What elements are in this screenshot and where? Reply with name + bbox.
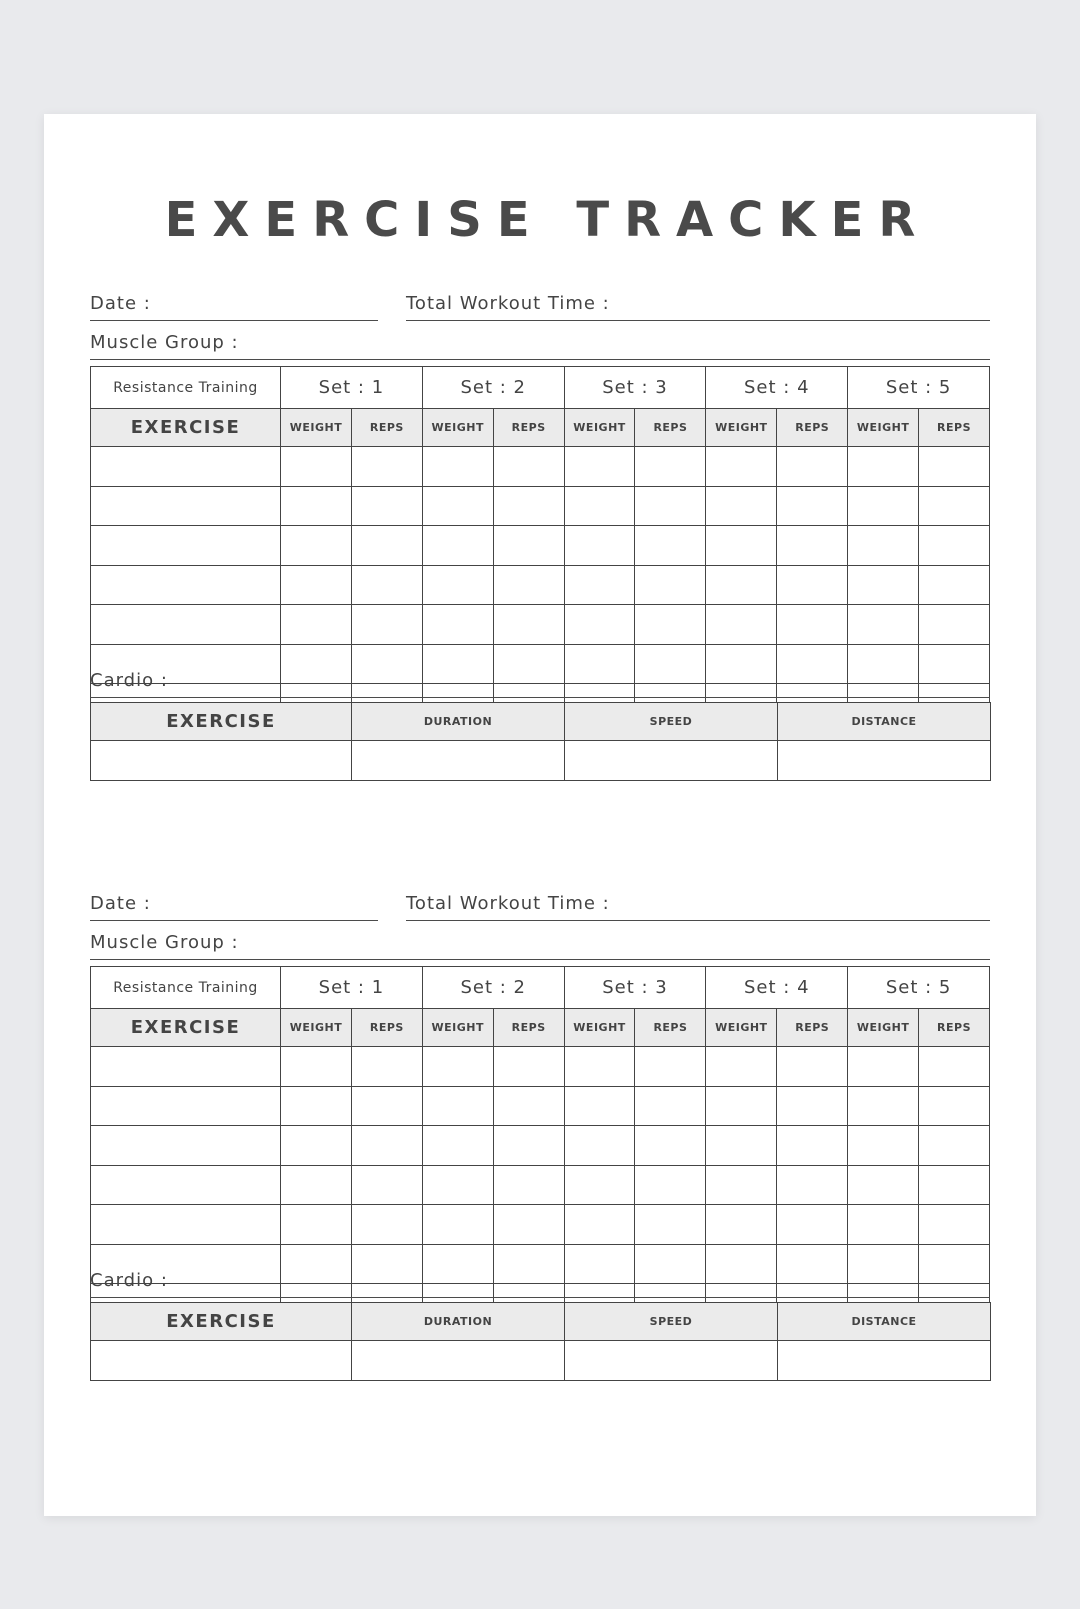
cardio-table — [90, 1302, 991, 1381]
weight-cell[interactable] — [848, 1165, 919, 1205]
reps-header: REPS — [493, 1009, 564, 1047]
weight-cell[interactable] — [564, 1126, 635, 1166]
weight-cell[interactable] — [422, 447, 493, 487]
resistance-training-label: Resistance Training — [91, 967, 281, 1009]
weight-cell[interactable] — [422, 486, 493, 526]
exercise-entry-row — [91, 565, 990, 605]
weight-cell[interactable] — [564, 1047, 635, 1087]
reps-cell[interactable] — [919, 1205, 990, 1245]
exercise-entry-row — [91, 486, 990, 526]
exercise-name-cell[interactable] — [91, 526, 281, 566]
weight-cell[interactable] — [706, 1165, 777, 1205]
date-label: Date : — [90, 293, 151, 314]
reps-cell[interactable] — [919, 565, 990, 605]
weight-header: WEIGHT — [564, 409, 635, 447]
weight-header: WEIGHT — [848, 409, 919, 447]
weight-cell[interactable] — [281, 486, 352, 526]
reps-cell[interactable] — [919, 1126, 990, 1166]
exercise-entry-row — [91, 526, 990, 566]
weight-header: WEIGHT — [706, 1009, 777, 1047]
muscle-group-field[interactable] — [90, 929, 990, 960]
muscle-group-label: Muscle Group : — [90, 932, 239, 953]
exercise-entry-row — [91, 1086, 990, 1126]
cardio-exercise-cell[interactable] — [91, 1341, 352, 1381]
weight-cell[interactable] — [848, 486, 919, 526]
weight-cell[interactable] — [706, 1126, 777, 1166]
total-workout-time-field[interactable] — [406, 890, 990, 921]
reps-cell[interactable] — [635, 1047, 706, 1087]
weight-cell[interactable] — [422, 1126, 493, 1166]
reps-cell[interactable] — [351, 1086, 422, 1126]
reps-cell[interactable] — [493, 565, 564, 605]
tracker-sheet — [44, 114, 1036, 1516]
reps-header: REPS — [777, 409, 848, 447]
exercise-header: EXERCISE — [91, 1009, 281, 1047]
exercise-entry-row — [91, 1047, 990, 1087]
weight-cell[interactable] — [706, 1047, 777, 1087]
column-header-row — [91, 409, 990, 447]
cardio-field[interactable] — [90, 1257, 990, 1298]
reps-cell[interactable] — [635, 447, 706, 487]
cardio-entry-row — [91, 741, 991, 781]
reps-cell[interactable] — [919, 605, 990, 645]
weight-cell[interactable] — [848, 565, 919, 605]
weight-header: WEIGHT — [848, 1009, 919, 1047]
reps-cell[interactable] — [777, 1165, 848, 1205]
distance-cell[interactable] — [778, 1341, 991, 1381]
reps-cell[interactable] — [635, 486, 706, 526]
weight-cell[interactable] — [564, 447, 635, 487]
date-label: Date : — [90, 893, 151, 914]
weight-cell[interactable] — [848, 1086, 919, 1126]
weight-cell[interactable] — [281, 565, 352, 605]
weight-cell[interactable] — [281, 605, 352, 645]
reps-cell[interactable] — [493, 1205, 564, 1245]
reps-cell[interactable] — [919, 526, 990, 566]
weight-header: WEIGHT — [422, 409, 493, 447]
reps-cell[interactable] — [635, 1165, 706, 1205]
set-2-header: Set : 2 — [422, 367, 564, 409]
weight-cell[interactable] — [281, 1047, 352, 1087]
reps-cell[interactable] — [351, 1205, 422, 1245]
exercise-name-cell[interactable] — [91, 1165, 281, 1205]
weight-cell[interactable] — [564, 565, 635, 605]
exercise-name-cell[interactable] — [91, 1126, 281, 1166]
duration-header: DURATION — [352, 1303, 565, 1341]
weight-cell[interactable] — [422, 1086, 493, 1126]
reps-cell[interactable] — [493, 1126, 564, 1166]
weight-cell[interactable] — [281, 447, 352, 487]
reps-cell[interactable] — [919, 447, 990, 487]
distance-header: DISTANCE — [778, 1303, 991, 1341]
set-5-header: Set : 5 — [848, 967, 990, 1009]
reps-cell[interactable] — [351, 526, 422, 566]
exercise-entry-row — [91, 1165, 990, 1205]
weight-cell[interactable] — [848, 526, 919, 566]
reps-cell[interactable] — [493, 1165, 564, 1205]
total-workout-time-label: Total Workout Time : — [406, 293, 610, 314]
exercise-header: EXERCISE — [91, 409, 281, 447]
reps-cell[interactable] — [635, 526, 706, 566]
speed-header: SPEED — [565, 703, 778, 741]
muscle-group-label: Muscle Group : — [90, 332, 239, 353]
weight-cell[interactable] — [706, 526, 777, 566]
weight-cell[interactable] — [848, 1047, 919, 1087]
weight-cell[interactable] — [422, 1205, 493, 1245]
distance-cell[interactable] — [778, 741, 991, 781]
reps-cell[interactable] — [777, 1126, 848, 1166]
reps-cell[interactable] — [635, 1126, 706, 1166]
reps-cell[interactable] — [493, 605, 564, 645]
weight-cell[interactable] — [706, 1086, 777, 1126]
cardio-exercise-header: EXERCISE — [91, 703, 352, 741]
weight-cell[interactable] — [564, 1165, 635, 1205]
reps-cell[interactable] — [493, 1047, 564, 1087]
weight-cell[interactable] — [706, 565, 777, 605]
weight-cell[interactable] — [564, 486, 635, 526]
exercise-entry-row — [91, 1205, 990, 1245]
date-field[interactable] — [90, 290, 378, 321]
weight-cell[interactable] — [281, 526, 352, 566]
exercise-name-cell[interactable] — [91, 486, 281, 526]
reps-cell[interactable] — [635, 1205, 706, 1245]
date-field[interactable] — [90, 890, 378, 921]
reps-cell[interactable] — [777, 1205, 848, 1245]
weight-cell[interactable] — [848, 605, 919, 645]
reps-cell[interactable] — [777, 447, 848, 487]
total-workout-time-field[interactable] — [406, 290, 990, 321]
reps-header: REPS — [351, 1009, 422, 1047]
exercise-entry-row — [91, 1126, 990, 1166]
reps-cell[interactable] — [493, 526, 564, 566]
set-4-header: Set : 4 — [706, 967, 848, 1009]
exercise-name-cell[interactable] — [91, 1086, 281, 1126]
weight-cell[interactable] — [564, 1205, 635, 1245]
weight-cell[interactable] — [422, 1165, 493, 1205]
exercise-name-cell[interactable] — [91, 605, 281, 645]
weight-cell[interactable] — [422, 565, 493, 605]
exercise-name-cell[interactable] — [91, 565, 281, 605]
weight-cell[interactable] — [706, 486, 777, 526]
reps-cell[interactable] — [351, 1047, 422, 1087]
reps-cell[interactable] — [777, 565, 848, 605]
cardio-label: Cardio : — [90, 670, 168, 691]
exercise-name-cell[interactable] — [91, 447, 281, 487]
reps-header: REPS — [635, 409, 706, 447]
reps-cell[interactable] — [777, 1086, 848, 1126]
reps-header: REPS — [635, 1009, 706, 1047]
weight-cell[interactable] — [281, 1126, 352, 1166]
reps-cell[interactable] — [919, 486, 990, 526]
weight-header: WEIGHT — [564, 1009, 635, 1047]
set-1-header: Set : 1 — [281, 367, 423, 409]
weight-header: WEIGHT — [281, 409, 352, 447]
duration-cell[interactable] — [352, 1341, 565, 1381]
set-2-header: Set : 2 — [422, 967, 564, 1009]
set-header-row — [91, 967, 990, 1009]
reps-header: REPS — [351, 409, 422, 447]
reps-cell[interactable] — [493, 486, 564, 526]
cardio-exercise-cell[interactable] — [91, 741, 352, 781]
reps-cell[interactable] — [919, 1047, 990, 1087]
speed-cell[interactable] — [565, 1341, 778, 1381]
reps-cell[interactable] — [777, 486, 848, 526]
weight-header: WEIGHT — [422, 1009, 493, 1047]
exercise-entry-row — [91, 605, 990, 645]
weight-cell[interactable] — [564, 526, 635, 566]
column-header-row — [91, 1009, 990, 1047]
cardio-header-row — [91, 1303, 991, 1341]
set-3-header: Set : 3 — [564, 967, 706, 1009]
weight-cell[interactable] — [422, 526, 493, 566]
cardio-entry-row — [91, 1341, 991, 1381]
weight-cell[interactable] — [281, 1086, 352, 1126]
reps-cell[interactable] — [635, 1086, 706, 1126]
weight-cell[interactable] — [706, 605, 777, 645]
reps-cell[interactable] — [919, 1086, 990, 1126]
reps-header: REPS — [919, 409, 990, 447]
cardio-label: Cardio : — [90, 1270, 168, 1291]
speed-cell[interactable] — [565, 741, 778, 781]
weight-cell[interactable] — [848, 447, 919, 487]
weight-header: WEIGHT — [281, 1009, 352, 1047]
distance-header: DISTANCE — [778, 703, 991, 741]
muscle-group-field[interactable] — [90, 329, 990, 360]
reps-cell[interactable] — [351, 1165, 422, 1205]
reps-cell[interactable] — [777, 605, 848, 645]
reps-cell[interactable] — [493, 1086, 564, 1126]
exercise-name-cell[interactable] — [91, 1205, 281, 1245]
weight-cell[interactable] — [564, 605, 635, 645]
cardio-exercise-header: EXERCISE — [91, 1303, 352, 1341]
cardio-header-row — [91, 703, 991, 741]
exercise-entry-row — [91, 447, 990, 487]
set-1-header: Set : 1 — [281, 967, 423, 1009]
set-header-row — [91, 367, 990, 409]
duration-cell[interactable] — [352, 741, 565, 781]
page-title: EXERCISE TRACKER — [164, 192, 931, 248]
set-4-header: Set : 4 — [706, 367, 848, 409]
reps-cell[interactable] — [635, 565, 706, 605]
set-3-header: Set : 3 — [564, 367, 706, 409]
reps-cell[interactable] — [493, 447, 564, 487]
weight-cell[interactable] — [564, 1086, 635, 1126]
weight-header: WEIGHT — [706, 409, 777, 447]
weight-cell[interactable] — [706, 447, 777, 487]
weight-cell[interactable] — [422, 1047, 493, 1087]
resistance-training-label: Resistance Training — [91, 367, 281, 409]
exercise-name-cell[interactable] — [91, 1047, 281, 1087]
reps-header: REPS — [919, 1009, 990, 1047]
reps-cell[interactable] — [777, 1047, 848, 1087]
reps-cell[interactable] — [351, 605, 422, 645]
weight-cell[interactable] — [422, 605, 493, 645]
weight-cell[interactable] — [848, 1205, 919, 1245]
total-workout-time-label: Total Workout Time : — [406, 893, 610, 914]
cardio-field[interactable] — [90, 657, 990, 698]
speed-header: SPEED — [565, 1303, 778, 1341]
weight-cell[interactable] — [848, 1126, 919, 1166]
weight-cell[interactable] — [281, 1165, 352, 1205]
weight-cell[interactable] — [706, 1205, 777, 1245]
reps-cell[interactable] — [919, 1165, 990, 1205]
weight-cell[interactable] — [281, 1205, 352, 1245]
duration-header: DURATION — [352, 703, 565, 741]
set-5-header: Set : 5 — [848, 367, 990, 409]
reps-cell[interactable] — [777, 526, 848, 566]
reps-cell[interactable] — [351, 486, 422, 526]
reps-header: REPS — [493, 409, 564, 447]
cardio-table — [90, 702, 991, 781]
reps-header: REPS — [777, 1009, 848, 1047]
reps-cell[interactable] — [351, 565, 422, 605]
reps-cell[interactable] — [635, 605, 706, 645]
reps-cell[interactable] — [351, 447, 422, 487]
reps-cell[interactable] — [351, 1126, 422, 1166]
